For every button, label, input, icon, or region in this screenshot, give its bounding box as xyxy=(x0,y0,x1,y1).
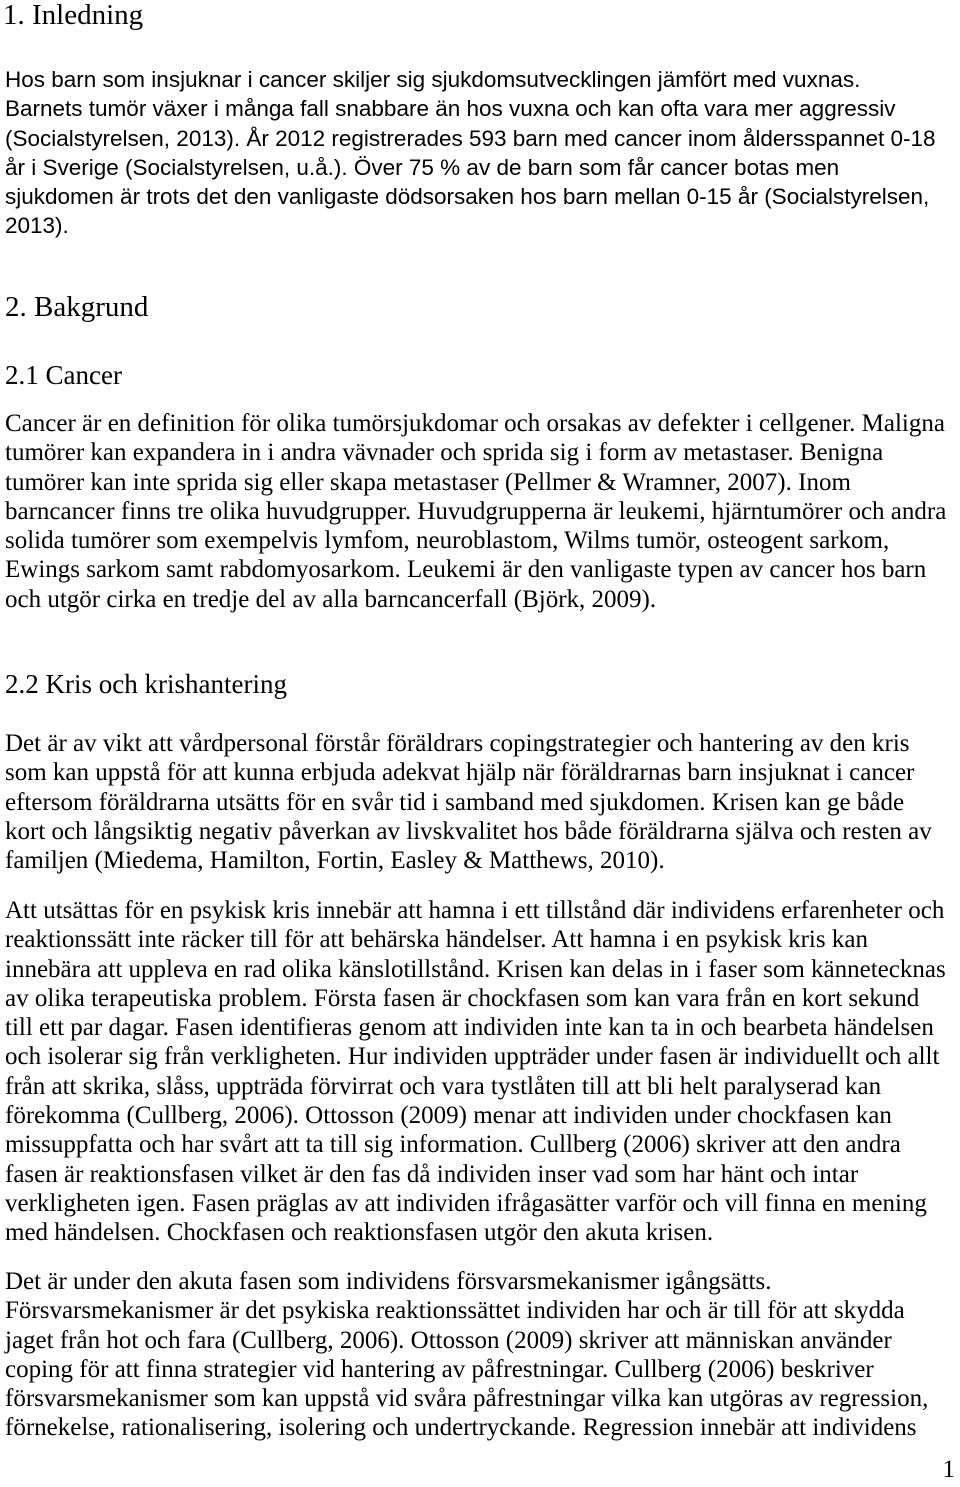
text-line: 2013). xyxy=(5,213,69,239)
text-line: sjukdomen är trots det den vanligaste dödsorsaken hos barn mellan 0-15 år (Socialstyrelsen, xyxy=(5,184,930,210)
text-line: Hos barn som insjuknar i cancer skiljer sig sjukdomsutvecklingen jämfört med vuxnas. xyxy=(5,67,861,92)
heading-kris-och-krishantering: 2.2 Kris och krishantering xyxy=(5,669,287,699)
text-line: som kan uppstå för att kunna erbjuda adekvat hjälp när föräldrarnas barn insjuknat i cancer xyxy=(5,759,915,787)
text-line: barncancer finns tre olika huvudgrupper. Huvudgrupperna är leukemi, hjärntumörer och andra xyxy=(5,497,947,525)
text-line: tumörer kan expandera in i andra vävnader och sprida sig i form av metastaser. Benigna xyxy=(5,439,884,467)
heading-inledning: 1. Inledning xyxy=(3,0,144,31)
text-line: verkligheten igen. Fasen präglas av att individen ifrågasätter varför och vill finna en mening xyxy=(5,1189,927,1217)
text-line: fasen är reaktionsfasen vilket är den fas då individen inser vad som har hänt och intar xyxy=(5,1160,859,1188)
text-line: Cancer är en definition för olika tumörsjukdomar och orsakas av defekter i cellgener. Maligna xyxy=(5,410,945,437)
text-line: Det är av vikt att vårdpersonal förstår föräldrars copingstrategier och hantering av den kris xyxy=(5,730,910,757)
text-line: solida tumörer som exempelvis lymfom, neuroblastom, Wilms tumör, osteogent sarkom, xyxy=(5,527,890,555)
text-line: förnekelse, rationalisering, isolering och undertryckande. Regression innebär att individens xyxy=(5,1414,917,1442)
heading-bakgrund: 2. Bakgrund xyxy=(5,291,149,323)
heading-cancer: 2.1 Cancer xyxy=(5,360,122,390)
text-line: av olika terapeutiska problem. Första fasen är chockfasen som kan vara från en kort sekund xyxy=(5,984,920,1012)
text-line: jaget från hot och fara (Cullberg, 2006). Ottosson (2009) skriver att människan använder xyxy=(5,1326,892,1354)
text-line: Det är under den akuta fasen som individens försvarsmekanismer igångsätts. xyxy=(5,1268,772,1295)
text-line: förekomma (Cullberg, 2006). Ottosson (2009) menar att individen under chockfasen kan xyxy=(5,1102,892,1130)
text-line: familjen (Miedema, Hamilton, Fortin, Easley & Matthews, 2010). xyxy=(5,847,665,875)
text-line: till ett par dagar. Fasen identifieras genom att individen inte kan ta in och bearbeta händelsen xyxy=(5,1014,934,1042)
text-line: försvarsmekanismer som kan uppstå vid svåra påfrestningar vilka kan utgöras av regression, xyxy=(5,1385,929,1413)
text-line: innebära att uppleva en rad olika känslotillstånd. Krisen kan delas in i faser som kännetecknas xyxy=(5,955,946,983)
text-line: coping för att finna strategier vid hantering av påfrestningar. Cullberg (2006) beskriver xyxy=(5,1355,874,1383)
text-line: Barnets tumör växer i många fall snabbare än hos vuxna och kan ofta vara mer aggressiv xyxy=(5,96,896,122)
text-line: Försvarsmekanismer är det psykiska reaktionssättet individen har och är till för att skydda xyxy=(5,1297,905,1325)
text-line: kort och långsiktig negativ påverkan av livskvalitet hos både föräldrarna själva och resten av xyxy=(5,817,932,845)
paragraph-cancer xyxy=(5,409,946,614)
page-number: 1 xyxy=(942,1456,955,1483)
text-line: från att skrika, slåss, uppträda förvirrat och vara tystlåten till att bli helt paralyserad kan xyxy=(5,1072,882,1100)
text-line: med händelsen. Chockfasen och reaktionsfasen utgör den akuta krisen. xyxy=(5,1219,714,1247)
text-line: eftersom föräldrarna utsätts för en svår tid i samband med sjukdomen. Krisen kan ge både xyxy=(5,788,905,816)
text-line: (Socialstyrelsen, 2013). År 2012 registrerades 593 barn med cancer inom åldersspannet 0-18 xyxy=(5,125,936,151)
text-line: och isolerar sig från verkligheten. Hur individen uppträder under fasen är individuellt och allt xyxy=(5,1043,940,1071)
paragraph-kris-2 xyxy=(5,896,946,1248)
paragraph-kris-3 xyxy=(5,1267,928,1443)
text-line: år i Sverige (Socialstyrelsen, u.å.). Över 75 % av de barn som får cancer botas men xyxy=(5,154,840,180)
paragraph-inledning xyxy=(5,65,936,241)
text-line: tumörer kan inte sprida sig eller skapa metastaser (Pellmer & Wramner, 2007). Inom xyxy=(5,468,851,496)
text-line: reaktionssätt inte räcker till för att behärska händelser. Att hamna i en psykisk kris kan xyxy=(5,926,868,954)
text-line: och utgör cirka en tredje del av alla barncancerfall (Björk, 2009). xyxy=(5,585,657,613)
text-line: Att utsättas för en psykisk kris innebär att hamna i ett tillstånd där individens erfarenheter och xyxy=(5,897,945,924)
text-line: Ewings sarkom samt rabdomyosarkom. Leukemi är den vanligaste typen av cancer hos barn xyxy=(5,556,927,584)
paragraph-kris-1 xyxy=(5,729,932,875)
text-line: missuppfatta och har svårt att ta till sig information. Cullberg (2006) skriver att den andra xyxy=(5,1131,901,1159)
